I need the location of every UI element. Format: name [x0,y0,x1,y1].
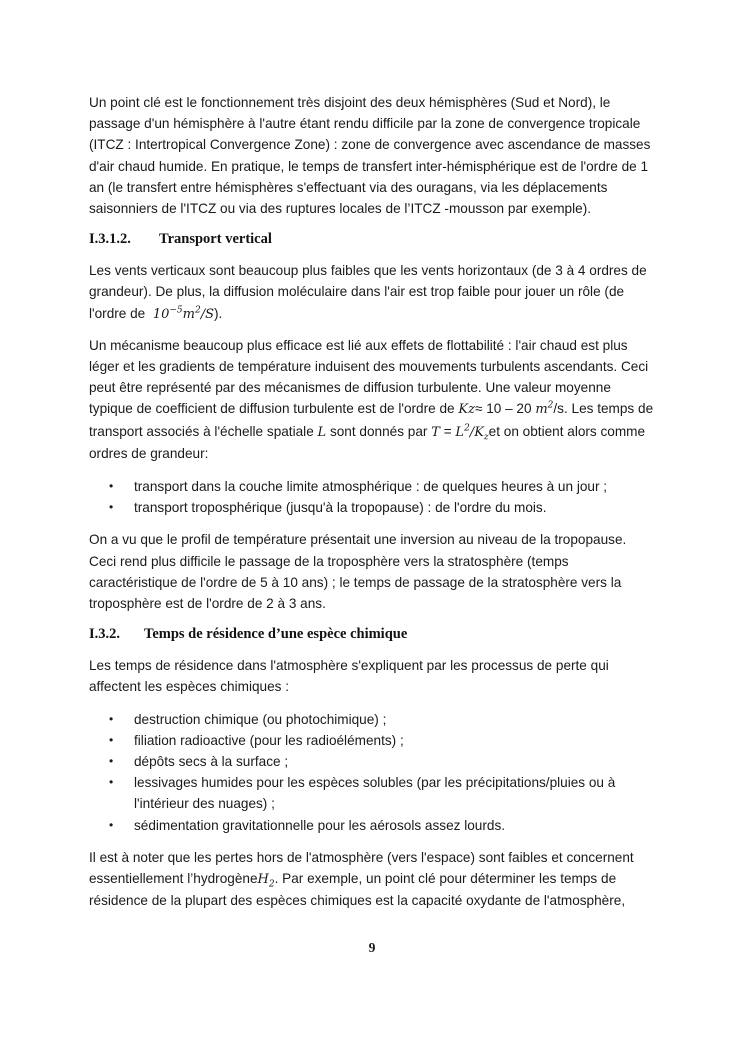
list-item [89,730,655,751]
list-item-text: transport dans la couche limite atmosphérique : de quelques heures à un jour ; [134,479,608,495]
bullet-icon: • [109,754,114,769]
list-item-text: sédimentation gravitationnelle pour les aérosols assez lourds. [134,817,506,833]
page-number: 9 [368,940,376,955]
math-slash: / [469,424,475,440]
math-unit-exponent: 2 [547,401,554,412]
paragraph-buoyancy [89,335,655,464]
list-item-text: filiation radioactive (pour les radioéléments) ; [134,732,404,748]
paragraph-hemispheres: Un point clé est le fonctionnement très disjoint des deux hémisphères (Sud et Nord), le passage d'un hémisphère à l'autre étant rendu difficile par la zone de convergence tropicale (ITCZ : Intertropical Convergence Zone) : zone de convergence avec ascendance de masses d'air chaud humide. En pratique, le temps de transfert inter-hémisphérique est de l'ordre de 1 an (le transfert entre hémisphères s'effectuant via des ouragans, via les déplacements saisonniers de l'ITCZ ou via des ruptures locales de l’ITCZ -mousson par exemple). [89,95,651,217]
list-item-text: lessivages humides pour les espèces solubles (par les précipitations/pluies ou à l'intérieur des nuages) ; [134,775,616,812]
list-item [89,751,655,772]
math-subscript: 2 [268,879,275,890]
math-L: L [317,424,327,440]
math-L: L [455,424,465,440]
math-unit: m [535,402,548,418]
text-run: Il est à noter que les pertes hors de l'atmosphère (vers l'espace) sont faibles et concernent essentiellement l’hydrogène [89,849,634,887]
text-run: /s. Les temps de transport associés à l'échelle spatiale [89,401,654,439]
math-h2 [257,872,275,890]
list-item [89,476,655,497]
text-run: Les vents verticaux sont beaucoup plus faibles que les vents horizontaux (de 3 à 4 ordres de grandeur). De plus, la diffusion moléculaire dans l'air est trop faible pour jouer un rôle (de l'ordre de [89,263,647,321]
bullet-icon: • [109,817,114,832]
math-subscript: z [483,432,489,443]
paragraph-vertical-winds [89,260,655,325]
math-transport-time [455,423,489,443]
text-run: Un mécanisme beaucoup plus efficace est lié aux effets de flottabilité : l'air chaud est plus léger et les gradients de température induisent des mouvements turbulents ascendants. Ceci peut être représenté par des mécanismes de diffusion turbulente. Une valeur moyenne typique de coefficient de diffusion turbulente est de l'ordre de [89,337,649,417]
heading-number: I.3.2. [89,626,121,643]
bullet-icon: • [109,775,114,790]
math-unit: m [182,306,195,322]
bullet-icon: • [109,711,114,726]
text-run: = [443,423,452,439]
bullet-icon: • [109,500,114,515]
page-content [89,92,655,912]
math-H: H [257,872,269,888]
math-diffusion-order [153,307,214,322]
heading-title: Temps de résidence d’une espèce chimique [144,626,408,643]
math-base: 10 [152,306,170,322]
text-run: . Par exemple, un point clé pour déterminer les temps de résidence de la plupart des espèces chimiques est la capacité oxydante de l'atmosphère, [89,871,626,909]
text-run: ≈ 10 – 20 [474,401,532,417]
paragraph-loss-processes: Les temps de résidence dans l'atmosphère s'expliquent par les processus de perte qui affectent les espèces chimiques : [89,658,609,695]
list-item-text: transport troposphérique (jusqu'à la tropopause) : de l'ordre du mois. [134,500,547,516]
bullet-icon: • [109,732,114,747]
math-exponent: 2 [464,423,470,434]
paragraph-hydrogen-escape [89,847,655,912]
math-kz: Kz [458,402,475,418]
text-run: sont donnés par [329,423,428,439]
math-T: T [431,424,440,440]
paragraph-tropopause: On a vu que le profil de température présentait une inversion au niveau de la tropopause. Ceci rend plus difficile le passage de la troposphère vers la stratosphère (temps caractéristique de l'ordre de 5 à 10 ans) ; le temps de passage de la stratosphère vers la troposphère est de l'ordre de 2 à 3 ans. [89,532,627,612]
heading-residence-time [89,624,655,644]
math-unit-exponent: 2 [194,305,201,316]
list-item-text: destruction chimique (ou photochimique) ; [134,711,387,727]
heading-transport-vertical [89,229,655,249]
loss-processes-list [89,709,655,836]
math-exponent: −5 [169,305,183,316]
list-item-text: dépôts secs à la surface ; [134,754,289,770]
list-item [89,497,655,518]
list-item [89,772,655,814]
list-item [89,815,655,836]
heading-number: I.3.1.2. [89,231,131,248]
bullet-icon: • [109,479,114,494]
math-unit-rest: /S [200,306,214,322]
list-item [89,709,655,730]
heading-title: Transport vertical [159,231,272,248]
transport-times-list [89,476,655,518]
math-kz-unit [535,402,553,417]
math-K: K [474,424,484,440]
text-run: ). [214,305,223,321]
text-run: et on obtient alors comme ordres de grandeur: [89,423,646,461]
